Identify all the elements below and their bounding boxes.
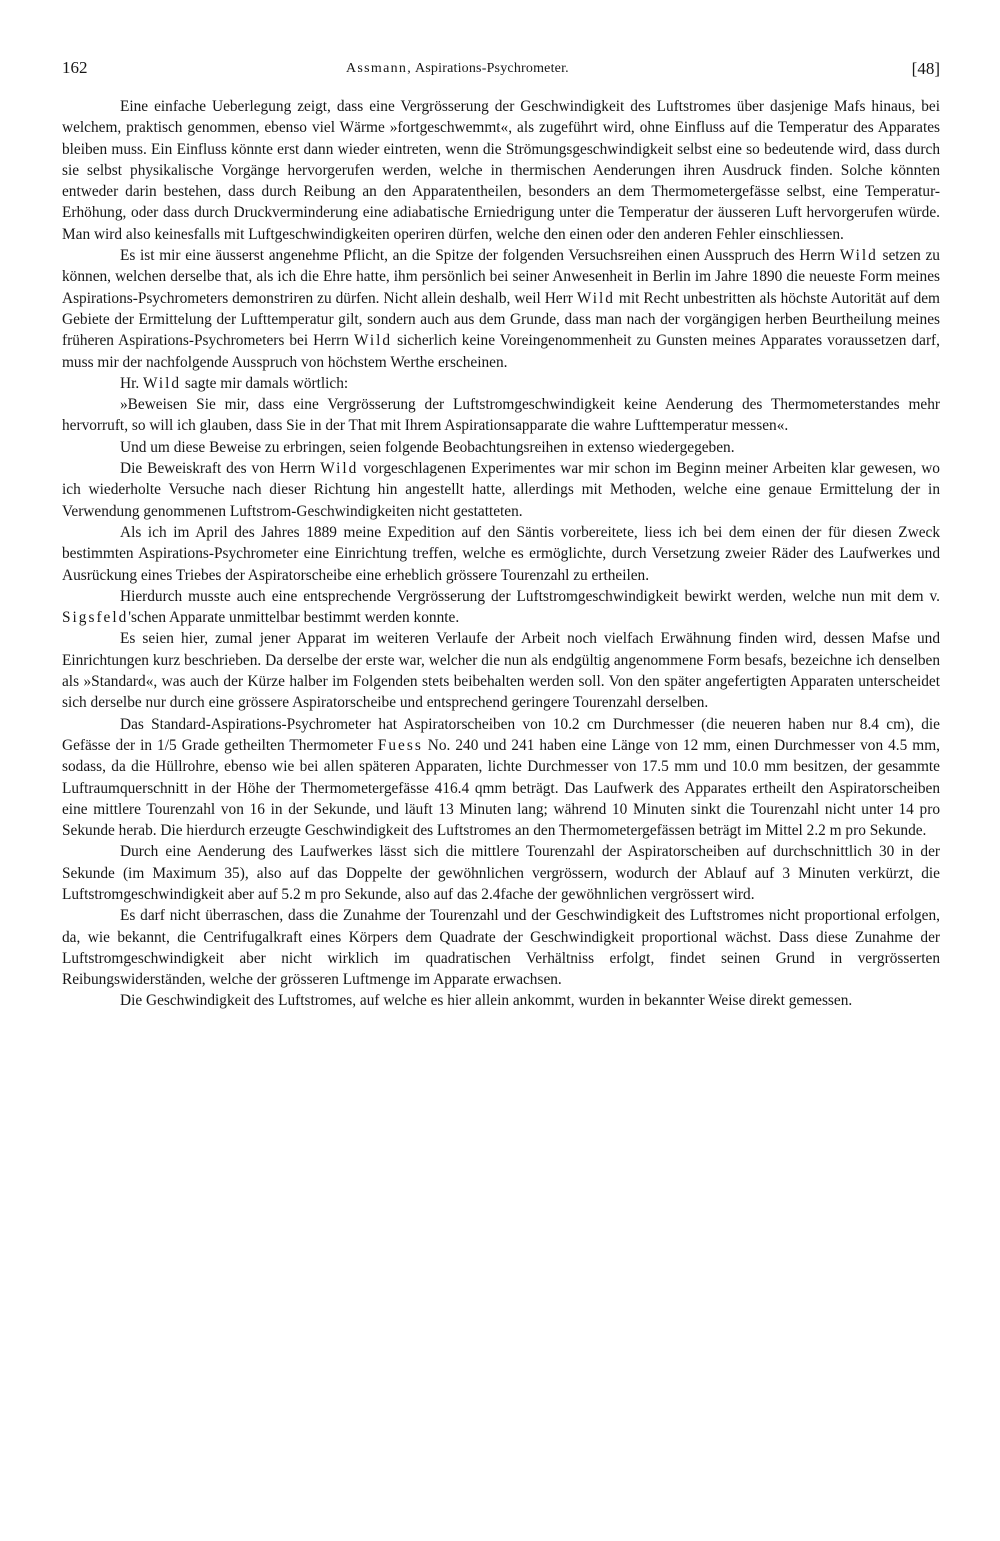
paragraph xyxy=(62,714,940,842)
paragraph xyxy=(62,522,940,586)
text-run: sagte mir damals wörtlich: xyxy=(181,374,349,392)
text-run: Es ist mir eine äusserst angenehme Pflicht, an die Spitze der folgenden Versuchsreihen einen Ausspruch des Herrn xyxy=(120,247,840,265)
text-run: setzen zu können, welchen derselbe that, als ich die Ehre hatte, ihm persönlich bei seiner Anwesenheit in Berlin im Jahre 1890 die neueste Form meines Aspirations-Psychrometers demonstriren zu dürfen. Nicht allein deshalb, weil Herr xyxy=(62,247,940,307)
text-run: Durch eine Aenderung des Laufwerkes lässt sich die mittlere Tourenzahl der Aspiratorscheiben auf durchschnittlich 30 in der Sekunde (im Maximum 35), also auf das Doppelte der gewöhnlichen vergrössern, wodurch der Ablauf auf 3 Minuten verkürzt, die Luftstromgeschwindigkeit aber auf 5.2 m pro Sekunde, also auf das 2.4fache der gewöhnlichen vergrössert wird. xyxy=(62,843,940,903)
running-title-text: Aspirations-Psychrometer. xyxy=(414,61,569,76)
spaced-name: Wild xyxy=(320,460,359,478)
running-title xyxy=(346,59,569,79)
text-run: mit Recht unbestritten als höchste Autorität auf dem Gebiete der Ermittelung der Lufttemperatur gilt, sondern auch aus dem Grunde, dass man nach der vorgängigen herben Beurtheilung meines früheren Aspirations-Psychrometers bei Herrn xyxy=(62,289,940,350)
text-run: 'schen Apparate unmittelbar bestimmt werden konnte. xyxy=(128,609,460,627)
paragraph xyxy=(62,841,940,905)
text-run: Und um diese Beweise zu erbringen, seien folgende Beobachtungsreihen in extenso wiedergegeben. xyxy=(120,438,735,456)
text-run: »Beweisen Sie mir, dass eine Vergrösserung der Luftstromgeschwindigkeit keine Aenderung des Thermometerstandes mehr hervorruft, so will ich glauben, dass Sie in der That mit Ihrem Aspirationsapparate die wahre Lufttemperatur messen«. xyxy=(62,396,940,435)
text-run: Das Standard-Aspirations-Psychrometer hat Aspiratorscheiben von 10.2 cm Durchmesser (die neueren haben nur 8.4 cm), die Gefässe der in 1/5 Grade getheilten Thermometer xyxy=(62,715,940,754)
text-run: Hierdurch musste auch eine entsprechende Vergrösserung der Luftstromgeschwindigkeit bewirkt werden, welche nun mit dem v. xyxy=(120,587,940,605)
spaced-name: Sigsfeld xyxy=(62,609,129,627)
paragraph xyxy=(62,905,940,990)
text-run: Als ich im April des Jahres 1889 meine Expedition auf den Säntis vorbereitete, liess ich bei dem einen der für diesen Zweck bestimmten Aspirations-Psychrometer eine Einrichtung treffen, welche es ermöglichte, durch Versetzung zweier Räder des Laufwerkes und Ausrückung eines Triebes der Aspiratorscheibe eine erheblich grössere Tourenzahl zu ertheilen. xyxy=(62,523,940,584)
paragraph xyxy=(62,586,940,629)
running-title-author: Assmann, xyxy=(346,61,413,76)
text-run: sicherlich keine Voreingenommenheit zu Gunsten meines Apparates voraussetzen darf, muss mir der nachfolgende Ausspruch von höchstem Werthe erscheinen. xyxy=(62,332,940,371)
spaced-name: Wild xyxy=(576,289,615,307)
body-text xyxy=(62,96,940,1012)
page-number: 162 xyxy=(62,58,88,77)
text-run: Es darf nicht überraschen, dass die Zunahme der Tourenzahl und der Geschwindigkeit des Luftstromes nicht proportional erfolgen, da, wie bekannt, die Centrifugalkraft eines Körpers dem Quadrate der Geschwindigkeit proportional wächst. Dass diese Zunahme der Luftstromgeschwindigkeit aber nicht wirklich im quadratischen Verhältniss erfolgt, findet seinen Grund in vergrösserten Reibungswiderständen, welche der grösseren Luftmenge im Apparate erwachsen. xyxy=(62,907,940,989)
page-header xyxy=(62,56,940,86)
text-run: No. 240 und 241 haben eine Länge von 12 mm, einen Durchmesser von 4.5 mm, sodass, da die Hüllrohre, ebenso wie bei allen späteren Apparaten, lichte Durchmesser von 17.5 mm und 10.0 mm besitzen, der gesammte Luftraumquerschnitt in der Höhe der Thermometergefässe 416.4 qmm beträgt. Das Laufwerk des Apparates ertheilt den Aspiratorscheiben eine mittlere Tourenzahl von 16 in der Sekunde, und läuft 13 Minuten lang; während 10 Minuten sinkt die Tourenzahl nicht unter 14 pro Sekunde herab. Die hierdurch erzeugte Geschwindigkeit des Luftstromes an den Thermometergefässen beträgt im Mittel 2.2 m pro Sekunde. xyxy=(62,736,940,840)
paragraph xyxy=(62,437,940,458)
spaced-name: Wild xyxy=(143,374,182,392)
section-reference: [48] xyxy=(911,59,940,78)
text-run: Hr. xyxy=(120,374,144,392)
text-run: Es seien hier, zumal jener Apparat im weiteren Verlaufe der Arbeit noch vielfach Erwähnung finden wird, dessen Mafse und Einrichtungen kurz beschrieben. Da derselbe der erste war, welcher die nun als endgültig angenommene Form besafs, bezeichne ich denselben als »Standard«, was auch der Kürze halber im Folgenden stets beibehalten werden soll. Von den später angefertigten Apparaten unterscheidet sich derselbe nur durch eine grössere Aspiratorscheibe und entsprechend geringere Tourenzahl derselben. xyxy=(62,630,940,712)
paragraph xyxy=(62,394,940,437)
text-run: vorgeschlagenen Experimentes war mir schon im Beginn meiner Arbeiten klar gewesen, wo ich wiederholte Versuche nach dieser Richtung hin angestellt hatte, allerdings mit Methoden, welche eine genaue Ermittelung der in Verwendung genommenen Luftstrom-Geschwindigkeiten nicht gestatteten. xyxy=(62,460,940,520)
spaced-name: Wild xyxy=(353,332,393,350)
text-run: Die Beweiskraft des von Herrn xyxy=(120,460,321,478)
paragraph xyxy=(62,628,940,713)
text-run: Eine einfache Ueberlegung zeigt, dass eine Vergrösserung der Geschwindigkeit des Luftstromes über dasjenige Mafs hinaus, bei welchem, praktisch genommen, ebenso viel Wärme »fortgeschwemmt«, als zugeführt wird, ohne Einfluss auf die Temperatur des Apparates bleiben muss. Ein Einfluss könnte erst dann wieder eintreten, wenn die Strömungsgeschwindigkeit selbst eine so bedeutende wird, dass durch sie selbst physikalische Vorgänge hervorgerufen werden, welche in thermischen Aenderungen ihren Ausdruck finden. Solche könnten entweder darin bestehen, dass durch Reibung an den Apparatentheilen, besonders an dem Thermometergefässe selbst, eine Temperatur-Erhöhung, oder dass durch Druckverminderung eine adiabatische Erniedrigung unter die Temperatur der äusseren Luft hervorgerufen würde. Man wird also keinesfalls mit Luftgeschwindigkeiten operiren dürfen, welche den einen oder den anderen Fehler einschliessen. xyxy=(62,98,940,243)
spaced-name: Fuess xyxy=(377,736,423,754)
paragraph xyxy=(62,96,940,245)
text-run: Die Geschwindigkeit des Luftstromes, auf welche es hier allein ankommt, wurden in bekannter Weise direkt gemessen. xyxy=(120,992,853,1010)
paragraph xyxy=(62,458,940,522)
paragraph xyxy=(62,990,940,1011)
paragraph xyxy=(62,245,940,373)
paragraph xyxy=(62,373,940,394)
spaced-name: Wild xyxy=(839,247,878,265)
document-page xyxy=(62,56,940,1496)
